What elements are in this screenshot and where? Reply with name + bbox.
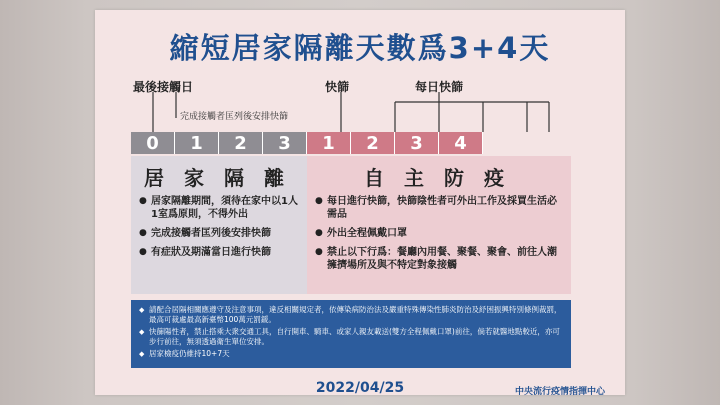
poster-title: 縮短居家隔離天數爲3+4天: [169, 31, 551, 65]
rapid-test-label: 快篩: [325, 80, 350, 94]
self-prevention-bullet: ● 每日進行快篩，快篩陰性者可外出工作及採買生活必需品: [315, 195, 563, 221]
day-cell: 0: [131, 132, 175, 154]
day-cell: 3: [263, 132, 307, 154]
org-name: 中央流行疫情指揮中心: [514, 387, 605, 397]
day-timeline: [131, 132, 483, 154]
day-cell: 1: [307, 132, 351, 154]
notes-box: [131, 300, 571, 368]
quarantine-panel: [131, 156, 307, 294]
self-prevention-panel: [307, 156, 571, 294]
day-cell: 2: [351, 132, 395, 154]
after-list-label: 完成接觸者匡列後安排快篩: [180, 112, 289, 122]
day-cell: 3: [395, 132, 439, 154]
poster-card: [95, 10, 625, 395]
day-cell: 2: [219, 132, 263, 154]
note-item: ◆ 請配合居隔相關應遵守及注意事項，違反相關規定者，依傳染病防治法及嚴重特殊傳染性肺炎防治及紓困振興特別條例裁罰，最高可裁處最高新臺幣100萬元罰鍰。: [139, 305, 563, 325]
self-prevention-title: 自主防疫: [364, 166, 524, 190]
publish-date: 2022/04/25: [315, 380, 405, 396]
last-contact-label: 最後接觸日: [133, 80, 194, 94]
note-item: ◆ 快篩陽性者，禁止搭乘大衆交通工具，自行開車、騎車、或家人親友載送(雙方全程佩戴口罩)前往，倘若就醫地點較近，亦可步行前往，無須透過衛生單位安排。: [139, 327, 563, 347]
day-cell: 4: [439, 132, 483, 154]
self-prevention-bullet: ● 禁止以下行爲：餐廳內用餐、聚餐、聚會、前往人潮擁擠場所及與不特定對象接觸: [315, 246, 563, 272]
note-item: ◆ 居家檢疫仍維持10+7天: [139, 349, 563, 359]
daily-test-label: 每日快篩: [415, 80, 464, 94]
quarantine-bullet: ● 完成接觸者匡列後安排快篩: [139, 227, 299, 240]
quarantine-title: 居家隔離: [144, 166, 304, 190]
quarantine-bullet: ● 有症狀及期滿當日進行快篩: [139, 246, 299, 259]
self-prevention-bullet: ● 外出全程佩戴口罩: [315, 227, 563, 240]
quarantine-bullet: ● 居家隔離期間，須待在家中以1人1室爲原則，不得外出: [139, 195, 299, 221]
day-cell: 1: [175, 132, 219, 154]
